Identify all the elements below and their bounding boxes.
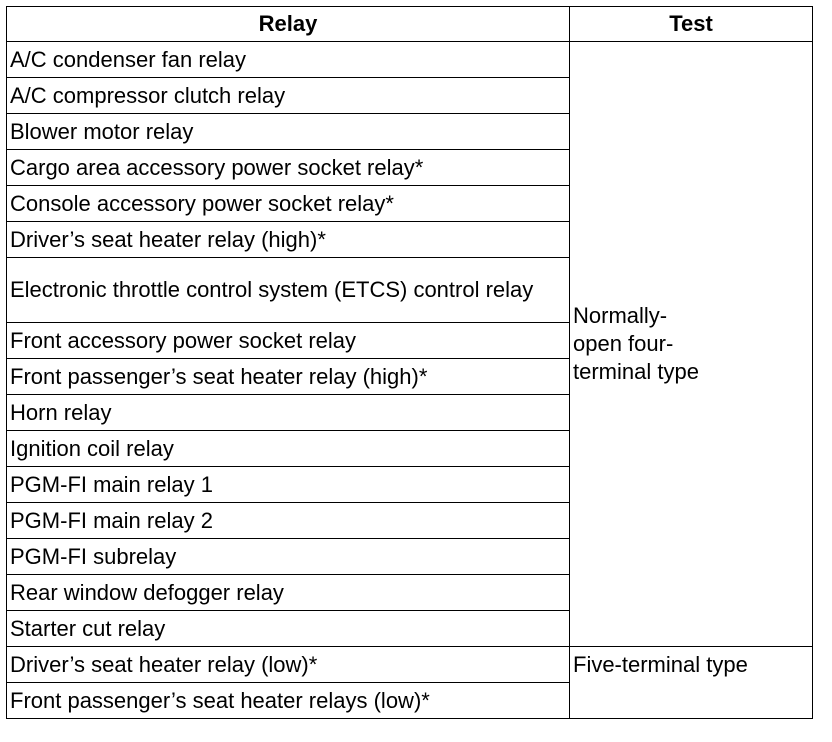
relay-name: PGM-FI main relay 2 bbox=[7, 503, 570, 539]
table-row bbox=[7, 647, 813, 683]
relay-name: Rear window defogger relay bbox=[7, 575, 570, 611]
relay-name: Front accessory power socket relay bbox=[7, 323, 570, 359]
relay-name: PGM-FI subrelay bbox=[7, 539, 570, 575]
relay-column-header: Relay bbox=[7, 7, 570, 42]
test-type-five-terminal: Five-terminal type bbox=[570, 647, 813, 719]
test-column-header: Test bbox=[570, 7, 813, 42]
relay-name: PGM-FI main relay 1 bbox=[7, 467, 570, 503]
test-type-normally-open: Normally- open four- terminal type bbox=[570, 42, 813, 647]
relay-test-table bbox=[6, 6, 813, 719]
relay-name: Electronic throttle control system (ETCS) control relay bbox=[7, 258, 570, 323]
relay-name: Console accessory power socket relay* bbox=[7, 186, 570, 222]
relay-name: Blower motor relay bbox=[7, 114, 570, 150]
relay-name: Front passenger’s seat heater relays (low)* bbox=[7, 683, 570, 719]
table-row bbox=[7, 42, 813, 78]
relay-name: Cargo area accessory power socket relay* bbox=[7, 150, 570, 186]
relay-name: Starter cut relay bbox=[7, 611, 570, 647]
relay-name: Front passenger’s seat heater relay (high)* bbox=[7, 359, 570, 395]
relay-name: A/C condenser fan relay bbox=[7, 42, 570, 78]
relay-name: Driver’s seat heater relay (low)* bbox=[7, 647, 570, 683]
relay-name: Horn relay bbox=[7, 395, 570, 431]
header-row bbox=[7, 7, 813, 42]
relay-name: A/C compressor clutch relay bbox=[7, 78, 570, 114]
relay-name: Ignition coil relay bbox=[7, 431, 570, 467]
relay-name: Driver’s seat heater relay (high)* bbox=[7, 222, 570, 258]
